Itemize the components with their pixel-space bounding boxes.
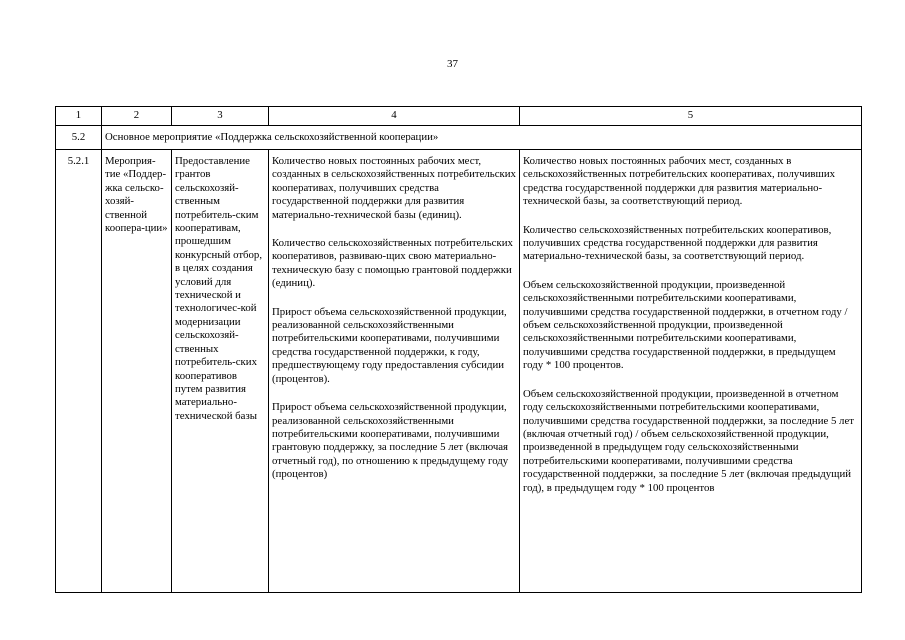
header-cell-3: 3 (172, 107, 269, 126)
method-item: Количество новых постоянных рабочих мест, созданных в сельскохозяйственных потребительских кооперативах, получивших средства государственной поддержки для развития материально-технической базы, за соответствующий период. (523, 155, 836, 208)
section-number: 5.2 (56, 126, 102, 150)
header-cell-2: 2 (102, 107, 172, 126)
header-cell-1: 1 (56, 107, 102, 126)
program-table (55, 106, 862, 593)
methods-cell (520, 150, 862, 593)
section-row (56, 126, 862, 150)
indicator-item: Прирост объема сельскохозяйственной продукции, реализованной сельскохозяйственными потребительскими кооперативами, получившими грантовую поддержку, за последние 5 лет (включая отчетный год), по отношению к предыдущему году (процентов) (272, 401, 509, 481)
page-number: 37 (447, 58, 458, 70)
method-item: Объем сельскохозяйственной продукции, произведенной сельскохозяйственными потребительскими кооперативами, получившими средства государственной поддержки, в отчетном году / объем сельскохозяйственной продукции, произведенной сельскохозяйственными потребительскими кооперативами, получившими средства государственной поддержки, в предыдущем году * 100 процентов. (523, 278, 848, 372)
header-row (56, 107, 862, 126)
method-item: Количество сельскохозяйственных потребительских кооперативов, получивших средства государственной поддержки для развития материально-технической базы, за соответствующий период. (523, 223, 832, 263)
measure-description: Предоставление грантов сельскохозяй-ственным потребитель-ским кооперативам, прошедшим конкурсный отбор, в целях создания условий для технической и технологичес-кой модернизации сельскохозяй-ственных потребитель-ских кооперативов путем развития материально-технической базы (172, 150, 269, 593)
indicator-item: Количество новых постоянных рабочих мест, созданных в сельскохозяйственных потребительских кооперативах, получивших средства государственной поддержки для развития материально-технической базы (единиц). (272, 155, 516, 221)
indicators-cell (269, 150, 520, 593)
table-row (56, 150, 862, 593)
row-number: 5.2.1 (56, 150, 102, 593)
header-cell-4: 4 (269, 107, 520, 126)
indicator-item: Прирост объема сельскохозяйственной продукции, реализованной сельскохозяйственными потребительскими кооперативами, получившими средства государственной поддержки, к году, предшествующему году предоставления субсидии (процентов). (272, 305, 507, 385)
measure-name: Мероприя-тие «Поддер-жка сельско-хозяй-ственной коопера-ции» (102, 150, 172, 593)
indicator-item: Количество сельскохозяйственных потребительских кооперативов, развиваю-щих свою материально-техническую базу с помощью грантовой поддержки (единиц). (272, 237, 513, 290)
header-cell-5: 5 (520, 107, 862, 126)
section-title: Основное мероприятие «Поддержка сельскохозяйственной кооперации» (102, 126, 862, 150)
method-item: Объем сельскохозяйственной продукции, произведенной в отчетном году сельскохозяйственными потребительскими кооперативами, получившими средства государственной поддержки, за последние 5 лет (включая отчетный год) / объем сельскохозяйственной продукции, произведенной в предыдущем году сельскохозяйственными потребительскими кооперативами, получившими средства государственной поддержки, за последние 5 лет (включая предыдущий год), в предыдущем году * 100 процентов (523, 387, 854, 494)
